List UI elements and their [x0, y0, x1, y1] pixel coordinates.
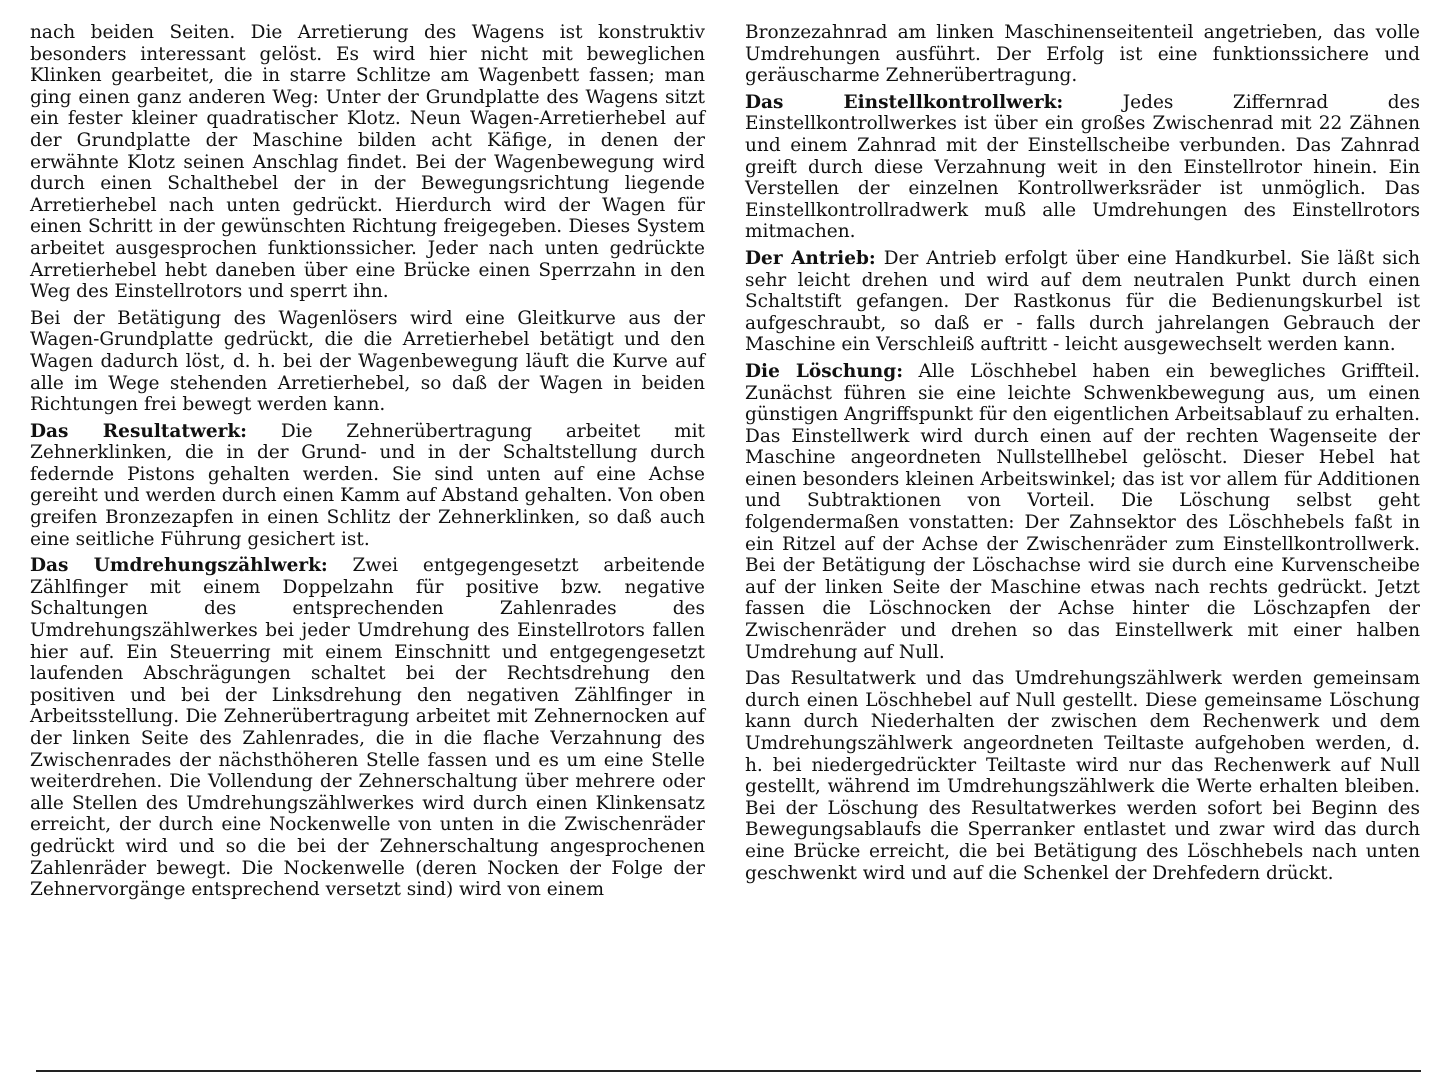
section-heading-antrieb: Der Antrieb: — [745, 247, 876, 269]
section-text-umdrehungszaehlwerk: Zwei entgegengesetzt arbeitende Zählfinger mit einem Doppelzahn für positive bzw. negative Schaltungen des entsprechenden Zahlenrades des Umdrehungszählwerkes bei jeder Umdrehung des Einstellrotors fallen hier auf. Ein Steuerring mit einem Einschnitt und entgegengesetzt laufenden Abschrägungen schaltet bei der Rechtsdrehung den positiven und bei der Linksdrehung den negativen Zählfinger in Arbeitsstellung. Die Zehnerübertragung arbeitet mit Zehnernocken auf der linken Seite des Zahlenrades, die in die flache Verzahnung des Zwischenrades der nächsthöheren Stelle fassen und es um eine Stelle weiterdrehen. Die Vollendung der Zehnerschaltung über mehrere oder alle Stellen des Umdrehungszählwerkes wird durch einen Klinkensatz erreicht, der durch eine Nockenwelle von unten in die Zwischenräder gedrückt wird und so die bei der Zehnerschaltung angesprochenen Zahlenräder bewegt. Die Nockenwelle (deren Nocken der Folge der Zehnervorgänge entsprechend versetzt sind) wird von einem — [30, 555, 705, 901]
paragraph-resultatwerk — [30, 421, 705, 551]
section-text-einstellkontrollwerk: Jedes Ziffernrad des Einstellkontrollwerkes ist über ein großes Zwischenrad mit 22 Zähnen und einem Zahnrad mit der Einstellscheibe verbunden. Das Zahnrad greift durch diese Verzahnung weit in den Einstellrotor hinein. Ein Verstellen der einzelnen Kontrollwerksräder ist unmöglich. Das Einstellkontrollradwerk muß alle Umdrehungen des Einstellrotors mitmachen. — [745, 91, 1420, 243]
paragraph-wagenloeser: Bei der Betätigung des Wagenlösers wird eine Gleitkurve aus der Wagen-Grundplatte gedrückt, die die Arretierhebel betätigt und den Wagen dadurch löst, d. h. bei der Wagenbewegung läuft die Kurve auf alle im Wege stehenden Arretierhebel, so daß der Wagen in beiden Richtungen frei bewegt werden kann. — [30, 307, 705, 416]
paragraph-loeschung — [745, 361, 1420, 663]
section-text-loeschung: Alle Löschhebel haben ein bewegliches Griffteil. Zunächst führen sie eine leichte Schwenkbewegung aus, um einen günstigen Angriffspunkt für den eigentlichen Arbeitsablauf zu erhalten. Das Einstellwerk wird durch einen auf der rechten Wagenseite der Maschine angeordneten Nullstellhebel gelöscht. Dieser Hebel hat einen besonders kleinen Arbeitswinkel; das ist vor allem für Additionen und Subtraktionen von Vorteil. Die Löschung selbst geht folgendermaßen vonstatten: Der Zahnsektor des Löschhebels faßt in ein Ritzel auf der Achse der Zwischenräder zum Einstellkontrollwerk. Bei der Betätigung der Löschachse wird sie durch eine Kurvenscheibe auf der linken Seite der Maschine etwas nach rechts gedrückt. Jetzt fassen die Löschnocken der Achse hinter die Löschzapfen der Zwischenräder und drehen so das Einstellwerk mit einer halben Umdrehung auf Null. — [745, 360, 1420, 663]
paragraph-umdrehungszaehlwerk — [30, 555, 705, 901]
paragraph-einstellkontrollwerk — [745, 92, 1420, 243]
section-heading-loeschung: Die Löschung: — [745, 360, 904, 382]
section-heading-resultatwerk: Das Resultatwerk: — [30, 420, 248, 442]
section-text-resultatwerk: Die Zehnerübertragung arbeitet mit Zehnerklinken, die in der Grund- und in der Schaltstellung durch federnde Pistons gehalten werden. Sie sind unten auf eine Achse gereiht und werden durch einen Kamm auf Abstand gehalten. Von oben greifen Bronzezapfen in einen Schlitz der Zehnerklinken, so daß auch eine seitliche Führung gesichert ist. — [30, 420, 705, 550]
section-heading-einstellkontrollwerk: Das Einstellkontrollwerk: — [745, 91, 1064, 113]
footer-divider — [36, 1070, 1421, 1072]
right-column — [745, 22, 1420, 889]
paragraph-gemeinsame-loeschung: Das Resultatwerk und das Umdrehungszählwerk werden gemeinsam durch einen Löschhebel auf Null gestellt. Diese gemeinsame Löschung kann durch Niederhalten der zwischen dem Rechenwerk und dem Umdrehungszählwerk angeordneten Teiltaste aufgehoben werden, d. h. bei niedergedrückter Teiltaste wird nur das Rechenwerk auf Null gestellt, während im Umdrehungszählwerk die Werte erhalten bleiben. Bei der Löschung des Resultatwerkes werden sofort bei Beginn des Bewegungsablaufs die Sperranker entlastet und zwar wird das durch eine Brücke erreicht, die bei Betätigung des Löschhebels nach unten geschwenkt wird und auf die Schenkel der Drehfedern drückt. — [745, 668, 1420, 884]
section-text-antrieb: Der Antrieb erfolgt über eine Handkurbel. Sie läßt sich sehr leicht drehen und wird auf dem neutralen Punkt durch einen Schaltstift gefangen. Der Rastkonus für die Bedienungskurbel ist aufgeschraubt, so daß er - falls durch jahrelangen Gebrauch der Maschine ein Verschleiß auftritt - leicht ausgewechselt werden kann. — [745, 247, 1420, 356]
paragraph-antrieb — [745, 248, 1420, 356]
paragraph-wagen-arretierung: nach beiden Seiten. Die Arretierung des Wagens ist konstruktiv besonders interessant gelöst. Es wird hier nicht mit beweglichen Klinken gearbeitet, die in starre Schlitze am Wagenbett fassen; man ging einen ganz anderen Weg: Unter der Grundplatte des Wagens sitzt ein fester kleiner quadratischer Klotz. Neun Wagen-Arretierhebel auf der Grundplatte der Maschine bilden acht Käfige, in denen der erwähnte Klotz seinen Anschlag findet. Bei der Wagenbewegung wird durch einen Schalthebel der in der Bewegungsrichtung liegende Arretierhebel nach unten gedrückt. Hierdurch wird der Wagen für einen Schritt in der gewünschten Richtung freigegeben. Dieses System arbeitet ausgesprochen funktionssicher. Jeder nach unten gedrückte Arretierhebel hebt daneben über eine Brücke einen Sperrzahn in den Weg des Einstellrotors und sperrt ihn. — [30, 22, 705, 303]
left-column — [30, 22, 705, 906]
section-heading-umdrehungszaehlwerk: Das Umdrehungszählwerk: — [30, 555, 328, 577]
paragraph-bronzezahnrad: Bronzezahnrad am linken Maschinenseitenteil angetrieben, das volle Umdrehungen ausführt. Der Erfolg ist eine funktionssichere und geräuscharme Zehnerübertragung. — [745, 22, 1420, 87]
